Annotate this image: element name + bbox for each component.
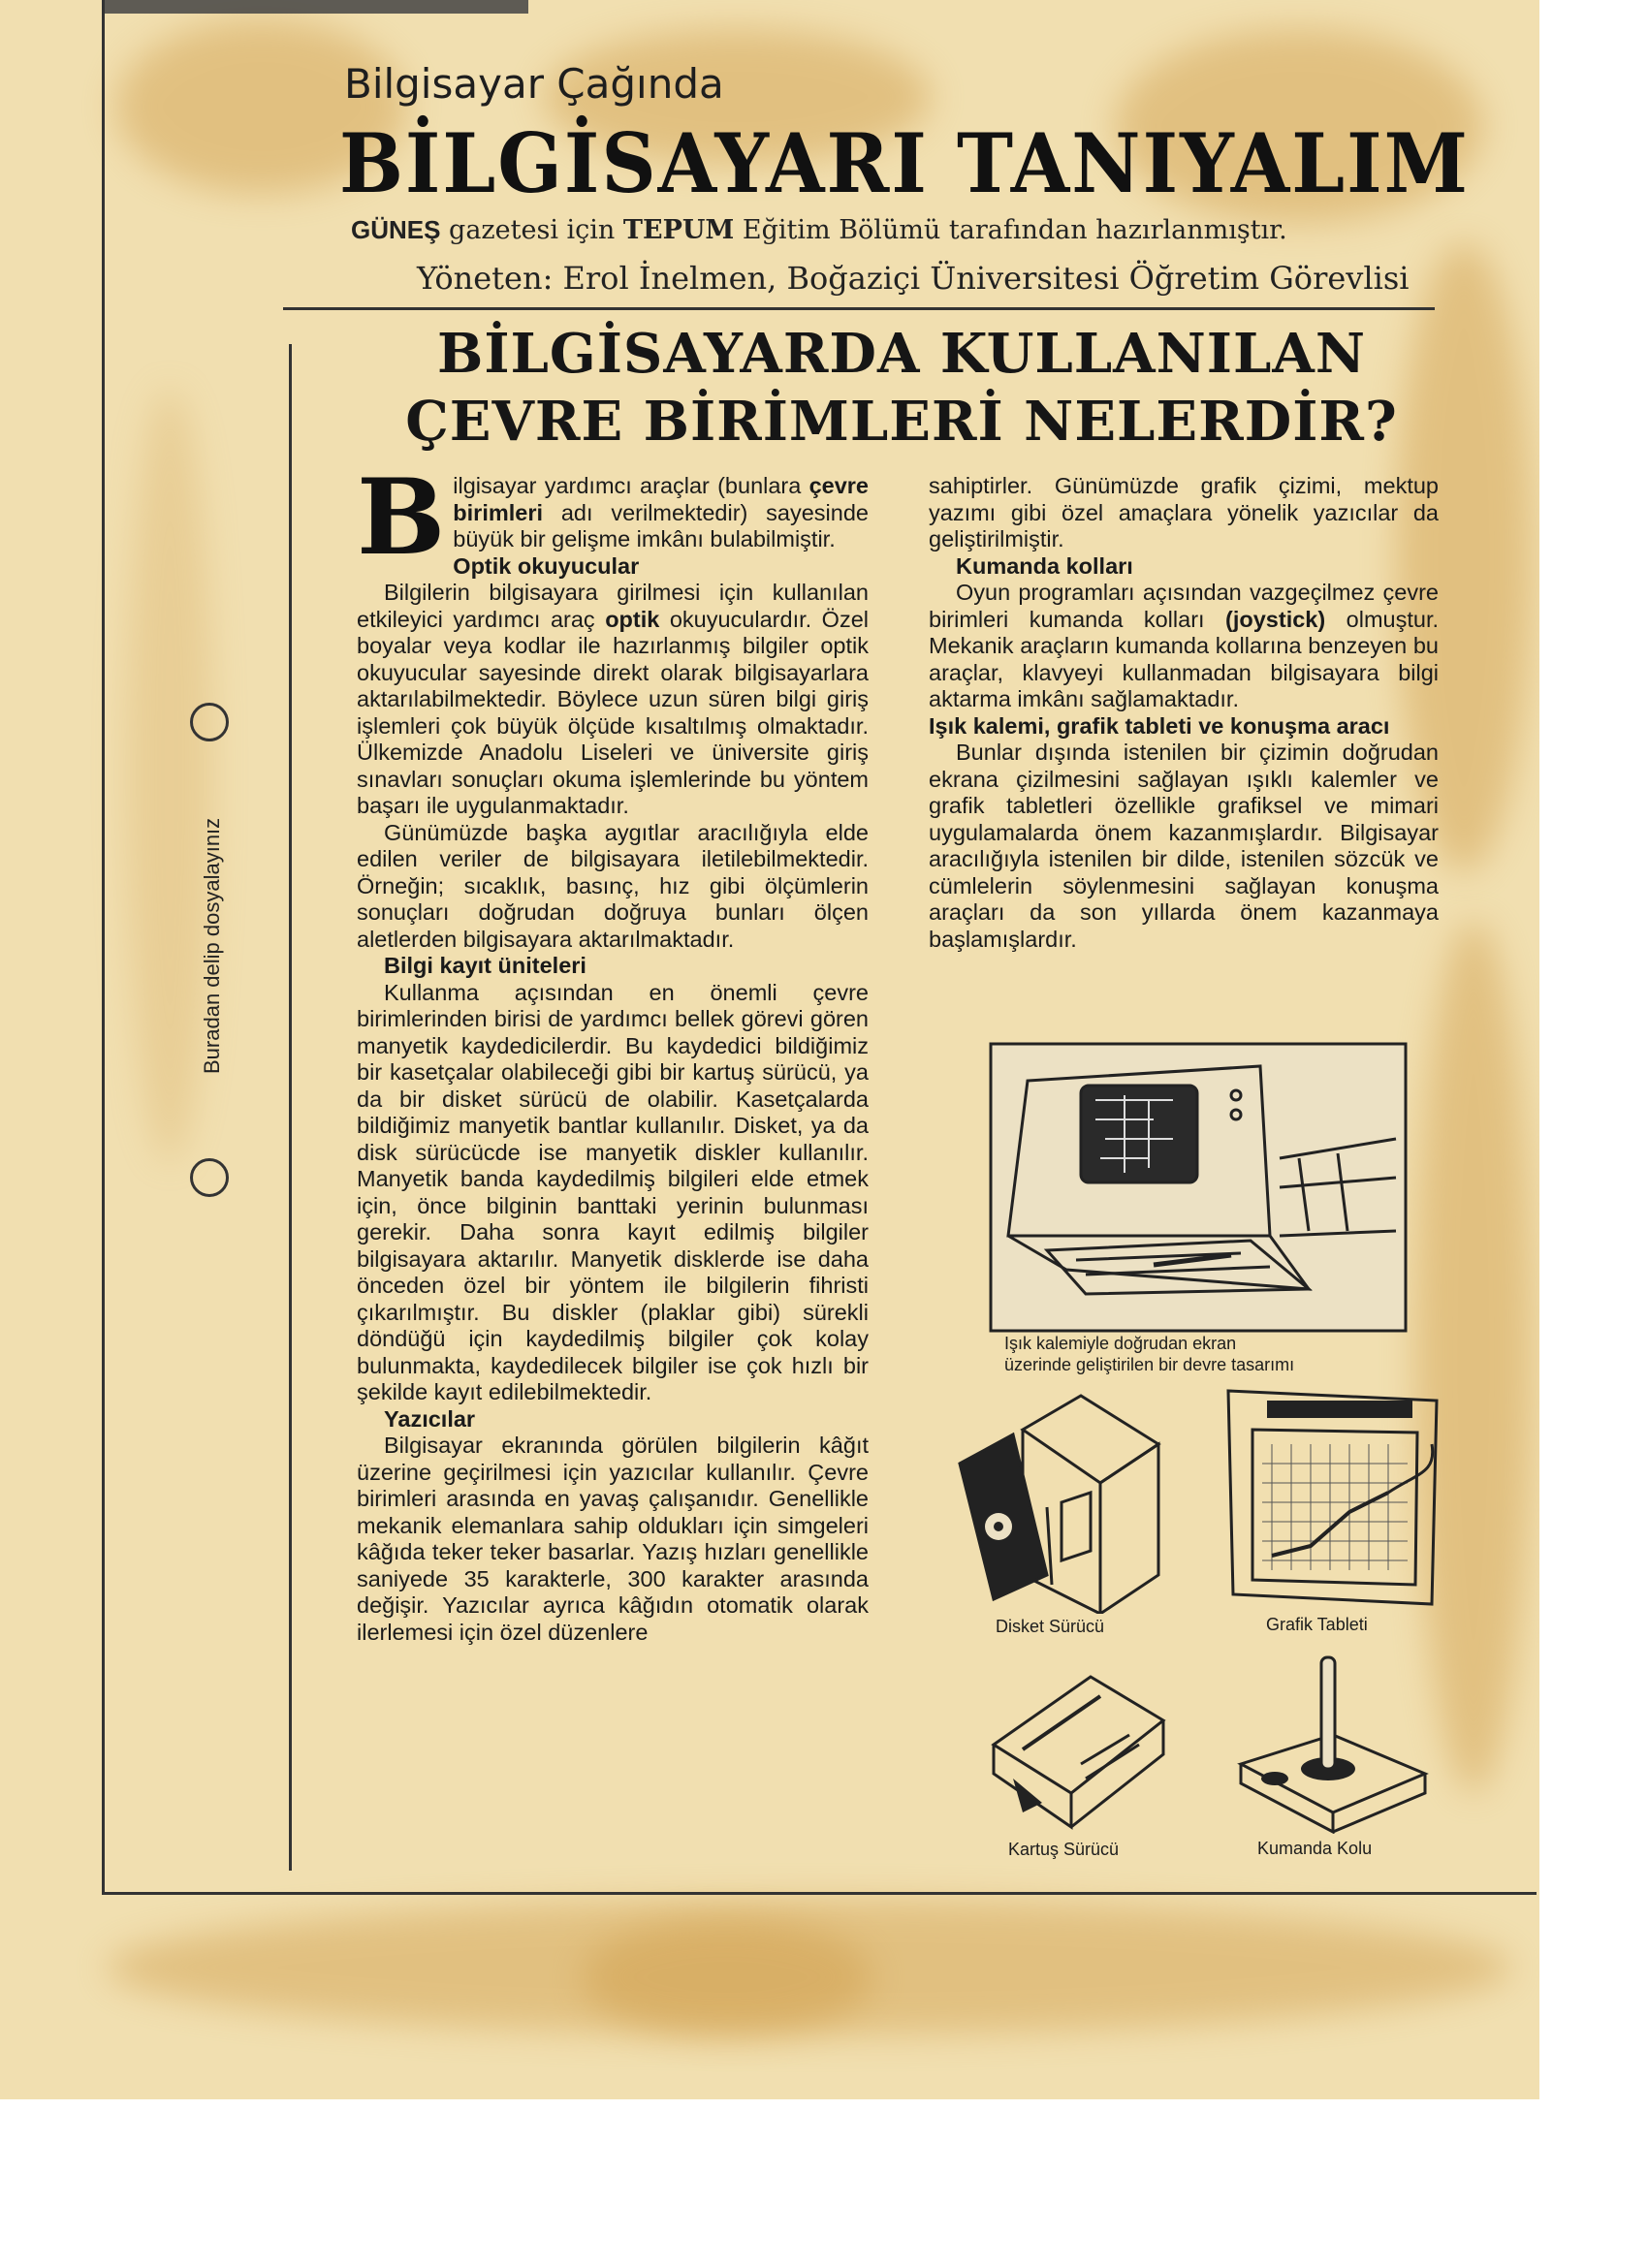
article-column-2 <box>929 473 1439 953</box>
top-scrap-edge <box>102 0 528 14</box>
frame-left-rule <box>102 0 105 1895</box>
header-rule <box>283 307 1435 310</box>
series-title: BİLGİSAYARI TANIYALIM <box>339 116 1470 212</box>
subhead-yazici: Yazıcılar <box>384 1405 476 1432</box>
isik-paragraph: Bunlar dışında istenilen bir çizimin doğrudan ekrana çizilmesini sağlayan ışıklı kalemler ve grafik tabletleri özellikle grafiksel ve mimari uygulamalarda önem kazanmışlardır. Bilgisayar aracılığıyla istenilen bir dilde, istenilen sözcük ve cümlelerin söylenmesini sağlayan konuşma araçları da son yıllarda önem kazanmaya başlamışlardır. <box>929 740 1439 952</box>
headline-line-1: BİLGİSAYARDA KULLANILAN <box>436 322 1367 386</box>
continued-paragraph: sahiptirler. Günümüzde grafik çizimi, mektup yazımı gibi özel amaçlara yönelik yazıcılar da geliştirilmiştir. <box>929 473 1439 551</box>
subhead-kayit: Bilgi kayıt üniteleri <box>384 953 586 978</box>
punch-hole-top <box>190 703 229 741</box>
series-kicker: Bilgisayar Çağında <box>344 60 724 108</box>
punch-hole-bottom <box>190 1158 229 1197</box>
byline-text-2: Eğitim Bölümü tarafından hazırlanmıştır. <box>734 215 1287 245</box>
cartridge-drive-caption: Kartuş Sürücü <box>1008 1840 1120 1859</box>
column-rule <box>289 344 292 1871</box>
fold-note: Buradan delip dosyalayınız <box>200 817 224 1074</box>
disk-drive-caption: Disket Sürücü <box>996 1617 1105 1636</box>
drop-cap: B <box>357 457 446 579</box>
terminal-caption: Işık kalemiyle doğrudan ekran üzerinde geliştirilen bir devre tasarımı <box>1004 1334 1295 1374</box>
disk-drive-illustration <box>955 1391 1163 1614</box>
article-headline <box>388 320 1415 456</box>
graphics-tablet-caption: Grafik Tableti <box>1266 1615 1368 1634</box>
terminal-illustration <box>989 1042 1408 1333</box>
joystick-illustration <box>1236 1648 1430 1834</box>
subhead-optik: Optik okuyucular <box>453 552 640 579</box>
cartridge-drive-illustration <box>984 1667 1168 1834</box>
headline-line-2: ÇEVRE BİRİMLERİ NELERDİR? <box>405 390 1398 454</box>
joystick-caption: Kumanda Kolu <box>1257 1839 1373 1858</box>
optik-paragraph-2: Günümüzde başka aygıtlar aracılığıyla elde edilen veriler de bilgisayara iletilebilmektedir. Örneğin; sıcaklık, basınç, hız gibi ölçümlerin sonuçları doğrudan doğruya bunları ölçen aletlerden bilgisayara aktarılmaktadır. <box>357 819 869 952</box>
kumanda-paragraph: Oyun programları açısından vazgeçilmez çevre birimleri kumanda kolları (joystick) olmuştur. Mekanik araçların kumanda kollarına benzeyen bu araçlar, klavyeyi kullanmadan bilgisayara bilgi aktarma imkânı sağlamaktadır. <box>929 580 1439 711</box>
byline-text-1: gazetesi için <box>440 215 623 245</box>
byline-director: Yöneten: Erol İnelmen, Boğaziçi Üniversitesi Öğretim Görevlisi <box>417 260 1410 297</box>
paper-name: GÜNEŞ <box>351 215 441 244</box>
optik-paragraph-1: Bilgilerin bilgisayara girilmesi için kullanılan etkileyici yardımcı araç optik okuyuculardır. Özel boyalar veya kodlar ile hazırlanmış bilgiler optik okuyucular sayesinde direkt olarak bilgisayarlara aktarılabilmektedir. Böylece uzun süren bilgi giriş işlemleri çok büyük ölçüde kısaltılmış olmaktadır. Ülkemizde Anadolu Liseleri ve üniversite giriş sınavları sonuçları okuma işlemlerinde bu yöntem başarı ile uygulanmaktadır. <box>357 580 869 818</box>
byline <box>351 215 1287 245</box>
graphics-tablet-illustration <box>1223 1386 1442 1611</box>
frame-bottom-rule <box>102 1892 1537 1895</box>
yazici-paragraph: Bilgisayar ekranında görülen bilgilerin kâğıt üzerine geçirilmesi için yazıcılar kullanılır. Çevre birimleri arasında en yavaş çalışanıdır. Genellikle mekanik elemanlara sahip oldukları için simgeleri kâğıda teker teker basarlar. Yazış hızları genellikle saniyede 35 karakterle, 300 karakter arasında değişir. Yazıcılar ayrıca kâğıdın otomatik olarak ilerlemesi için özel düzenlere <box>357 1433 869 1645</box>
kayit-paragraph: Kullanma açısından en önemli çevre birimlerinden birisi de yardımcı bellek görevi gören manyetik kaydedicilerdir. Bu kaydedici bildiğimiz bir kasetçalar olabileceği gibi bir kartuş sürücü, ya da bir disket sürücü de olabilir. Kasetçalarda bildiğimiz manyetik bantlar kullanılır. Disket, ya da disk sürücücde ise manyetik diskler kullanılır. Manyetik banda kaydedilmiş bilgileri elde etmek için, önce bilginin banttaki yerinin bulunması gerekir. Daha sonra kayıt edilmiş bilgiler bilgisayara aktarılır. Manyetik disklerde ise daha önceden özel bir yöntem ile bilgilerin fihristi çıkarılmıştır. Bu diskler (plaklar gibi) sürekli döndüğü için kaydedilmiş bilgiler çok kolay bulunmakta, kaydedilecek bilgiler ise çok hızlı bir şekilde kayıt edilebilmektedir. <box>357 979 869 1404</box>
subhead-kumanda: Kumanda kolları <box>956 552 1133 579</box>
intro-paragraph: Bilgisayar yardımcı araçlar (bunlara çevre birimleri adı verilmektedir) sayesinde büyük bir gelişme imkânı bulabilmiştir. <box>357 457 869 579</box>
byline-org: TEPUM <box>622 215 735 245</box>
article-column-1 <box>357 457 869 1646</box>
subhead-isik: Işık kalemi, grafik tableti ve konuşma aracı <box>929 712 1390 739</box>
